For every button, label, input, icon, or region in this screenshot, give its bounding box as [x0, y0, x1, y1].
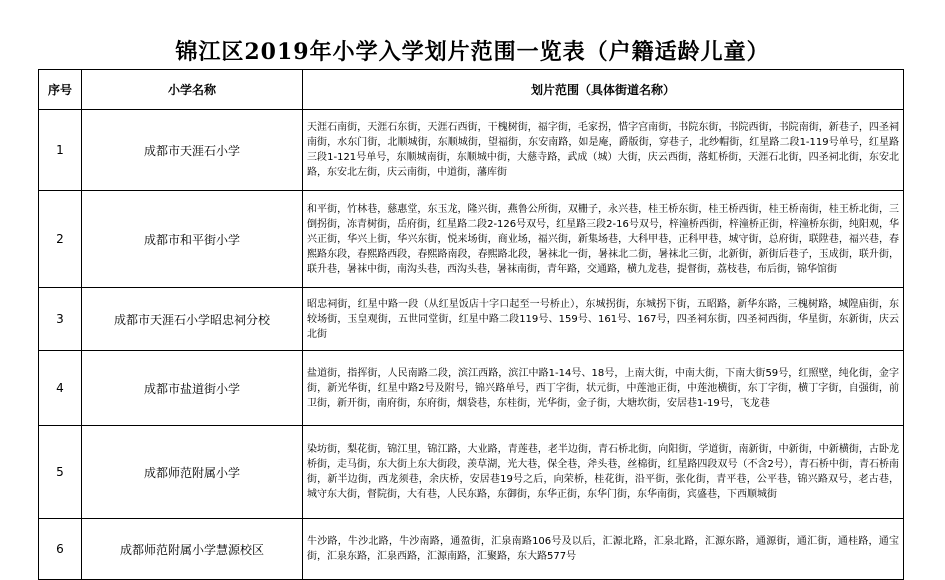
row-seq: 5	[39, 426, 82, 519]
row-seq: 6	[39, 519, 82, 580]
row-school-name: 成都市天涯石小学昭忠祠分校	[82, 288, 303, 351]
row-school-name: 成都市和平街小学	[82, 191, 303, 288]
table-row	[39, 426, 904, 519]
row-district-range: 牛沙路，牛沙北路，牛沙南路，通盈街，汇泉南路106号及以后，汇源北路，汇泉北路，汇源东路，通源街，通汇街，通桂路，通宝街，汇泉东路，汇泉西路，汇源南路，汇聚路，东大路577号	[303, 519, 904, 580]
row-seq: 4	[39, 351, 82, 426]
header-district-range: 划片范围（具体街道名称）	[303, 70, 904, 110]
table-header-row	[39, 70, 904, 110]
row-seq: 1	[39, 110, 82, 191]
row-school-name: 成都市天涯石小学	[82, 110, 303, 191]
table-row	[39, 191, 904, 288]
table-row	[39, 351, 904, 426]
row-school-name: 成都师范附属小学	[82, 426, 303, 519]
page-title: 锦江区2019年小学入学划片范围一览表（户籍适龄儿童）	[175, 39, 770, 65]
row-school-name: 成都师范附属小学慧源校区	[82, 519, 303, 580]
table-row	[39, 288, 904, 351]
row-seq: 2	[39, 191, 82, 288]
header-seq: 序号	[39, 70, 82, 110]
table-row	[39, 519, 904, 580]
row-district-range: 天涯石南街，天涯石东街，天涯石西街，干槐树街，福字街，毛家拐，惜字宫南街，书院东街，书院西街，书院南街，新巷子，四圣祠南街，水东门街，北顺城街，东顺城街，望福街，东安南路，如是庵，爵版街，穿巷子，北纱帽街，红星路二段1-119号单号，红星路三段1-121号单号，东顺城南街，东顺城中街，大慈寺路，武成（城）大街，庆云西街，落虹桥街，天涯石北街，四圣祠北街，东安北路，东安北左街，庆云南街，中道街，藩库街	[303, 110, 904, 191]
row-seq: 3	[39, 288, 82, 351]
row-district-range: 盐道街，指挥街，人民南路二段，滨江西路，滨江中路1-14号、18号，上南大街，中南大街，下南大街59号，红照壁，纯化街，金字街，新光华街，红星中路2号及附号，锦兴路单号，西丁字街，状元街，中莲池正街，中莲池横街，东丁字街，横丁字街，自强街，前卫街，新开街，南府街，东府街，烟袋巷，东桂街，光华街，金子街，大塘坎街，安居巷1-19号，飞龙巷	[303, 351, 904, 426]
header-school-name: 小学名称	[82, 70, 303, 110]
school-district-table	[38, 69, 904, 580]
row-school-name: 成都市盐道街小学	[82, 351, 303, 426]
row-district-range: 染坊街，梨花街，锦江里，锦江路，大业路，青莲巷，老半边街，青石桥北街，向阳街，学道街，南新街，中新街，中新横街，古卧龙桥街，走马街，东大街上东大街段，羡草湖，光大巷，保全巷，斧头巷，丝棉街，红星路四段双号（不含2号），青石桥中街，青石桥南街，新半边街，西龙须巷，余庆桥，安居巷19号之后，向荣桥，桂花街，沿平街，张化街，青平巷，公平巷，锦兴路双号，老古巷，城守东大街，督院街，大有巷，人民东路，东御街，东华正街，东华门街，东华南街，宾盛巷，下西顺城街	[303, 426, 904, 519]
row-district-range: 昭忠祠街，红星中路一段（从红星饭店十字口起至一号桥止），东城拐街，东城拐下街，五昭路，新华东路，三槐树路，城隍庙街，东较场街，玉皇观街，五世同堂街，红星中路二段119号、159号、161号、167号，四圣祠东街，四圣祠西街，华星街，东新街，庆云北街	[303, 288, 904, 351]
row-district-range: 和平街，竹林巷，慈惠堂，东玉龙，隆兴街，燕鲁公所街，双栅子，永兴巷，桂王桥东街，桂王桥西街，桂王桥南街，桂王桥北街，三倒拐街，冻青树街，岳府街，红星路二段2-126号双号，红星路三段2-16号双号，梓潼桥西街，梓潼桥正街，梓潼桥东街，纯阳观，华兴正街，华兴上街，华兴东街，悦来场街，商业场，福兴街，新集场巷，大科甲巷，正科甲巷，城守街，总府街，联陞巷，福兴巷，春熙路东段，春熙路西段，春熙路南段，春熙路北段，暑袜北一街，暑袜北二街，暑袜北三街，北新街，新街后巷子，玉成街，联升街，联升巷，暑袜中街，南沟头巷，西沟头巷，暑袜南街，青年路，交通路，横九龙巷，提督街，荔枝巷，布后街，锦华馆街	[303, 191, 904, 288]
table-row	[39, 110, 904, 191]
